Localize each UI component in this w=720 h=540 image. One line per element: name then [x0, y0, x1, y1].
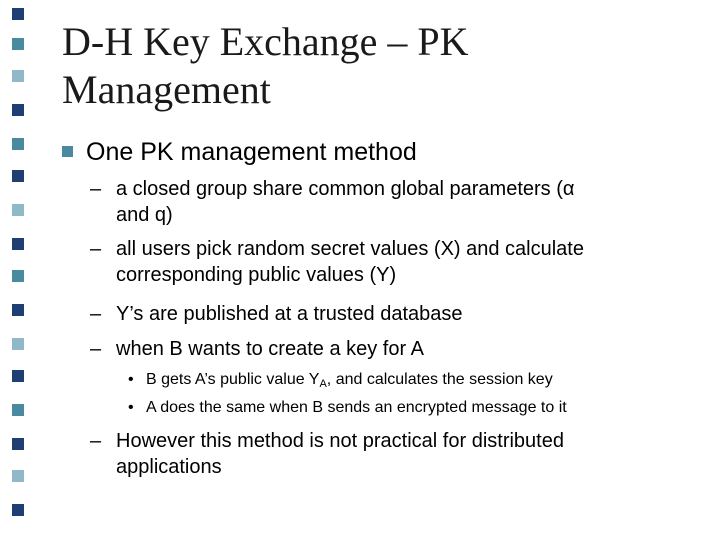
strip-square [12, 338, 24, 350]
strip-square [12, 470, 24, 482]
strip-square [12, 238, 24, 250]
strip-square [12, 138, 24, 150]
dash-icon: – [90, 238, 102, 260]
dash-icon: – [90, 303, 102, 325]
sub-list-item-text: A does the same when B sends an encrypted message to it [146, 399, 567, 416]
dash-icon: – [90, 178, 102, 200]
strip-square [12, 204, 24, 216]
list-item-text: However this method is not practical for distributed [116, 430, 564, 452]
list-item-text: and q) [116, 204, 173, 226]
list-item-text: applications [116, 456, 222, 478]
strip-square [12, 170, 24, 182]
main-bullet-text: One PK management method [86, 138, 417, 166]
strip-square [12, 270, 24, 282]
decorative-side-strip [0, 0, 28, 540]
dot-icon: • [128, 371, 134, 388]
strip-square [12, 304, 24, 316]
slide-title-line: D-H Key Exchange – PK [62, 19, 469, 64]
strip-square [12, 504, 24, 516]
strip-square [12, 70, 24, 82]
strip-square [12, 404, 24, 416]
strip-square [12, 438, 24, 450]
dash-icon: – [90, 430, 102, 452]
strip-square [12, 38, 24, 50]
list-item-text: corresponding public values (Y) [116, 264, 397, 286]
strip-square [12, 370, 24, 382]
dash-icon: – [90, 338, 102, 360]
sub-list-item-text: B gets A’s public value $Y_A$, and calculates the session key [146, 371, 553, 390]
slide-title-line: Management [62, 67, 271, 112]
strip-square [12, 104, 24, 116]
list-item-text: when B wants to create a key for A [116, 338, 424, 360]
strip-square [12, 8, 24, 20]
square-bullet-icon [62, 146, 73, 157]
list-item-text: all users pick random secret values (X) and calculate [116, 238, 584, 260]
list-item-text: a closed group share common global parameters (α [116, 178, 575, 200]
list-item-text: Y’s are published at a trusted database [116, 303, 463, 325]
dot-icon: • [128, 399, 134, 416]
slide-title [62, 18, 702, 114]
